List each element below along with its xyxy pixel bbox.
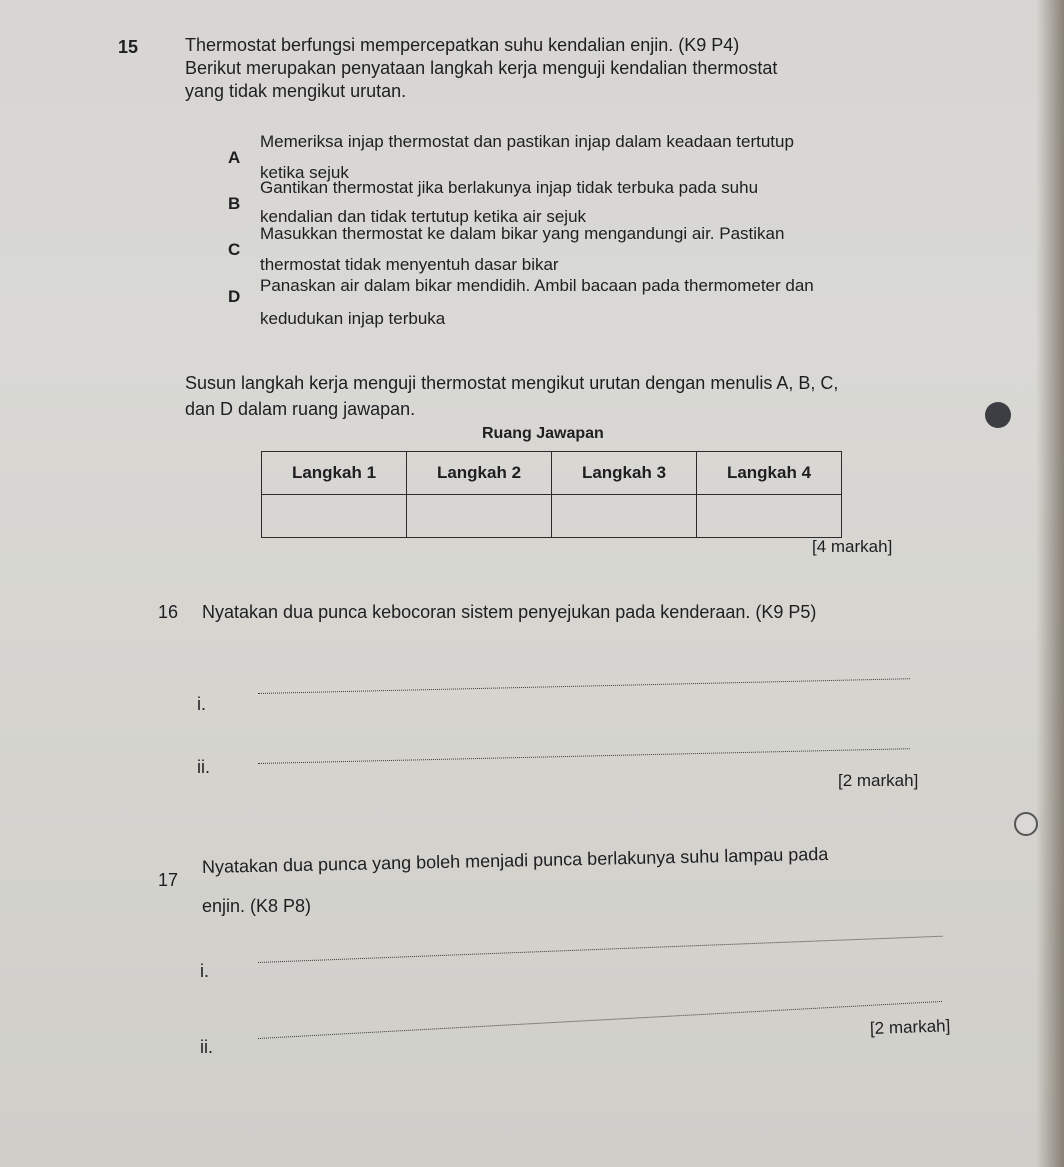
- q15-line1: Thermostat berfungsi mempercepatkan suhu kendalian enjin. (K9 P4): [185, 35, 740, 55]
- answer-cell-2[interactable]: [407, 495, 552, 538]
- option-b-line2: kendalian dan tidak tertutup ketika air sejuk: [260, 207, 587, 226]
- q17-number: 17: [158, 870, 179, 890]
- header-step-4: Langkah 4: [697, 452, 842, 495]
- q16-text: Nyatakan dua punca kebocoran sistem penyejukan pada kenderaan. (K9 P5): [202, 602, 817, 622]
- answer-space-title: Ruang Jawapan: [482, 425, 604, 442]
- q16-number: 16: [158, 602, 179, 622]
- option-c-line2: thermostat tidak menyentuh dasar bikar: [260, 255, 559, 274]
- answer-cell-3[interactable]: [552, 495, 697, 538]
- header-step-2: Langkah 2: [407, 452, 552, 495]
- option-b-line1: Gantikan thermostat jika berlakunya injap tidak terbuka pada suhu: [260, 178, 759, 197]
- q15-line2: Berikut merupakan penyataan langkah kerja menguji kendalian thermostat: [185, 58, 778, 78]
- circle-mark: [1014, 812, 1038, 836]
- q15-line3: yang tidak mengikut urutan.: [185, 81, 407, 101]
- option-d-letter: D: [228, 287, 241, 306]
- answer-table: [261, 451, 842, 538]
- option-b-letter: B: [228, 194, 241, 213]
- option-c-line1: Masukkan thermostat ke dalam bikar yang mengandungi air. Pastikan: [260, 224, 785, 243]
- q15-marks: [4 markah]: [812, 537, 893, 556]
- dark-spot: [985, 402, 1011, 428]
- option-a-line2: ketika sejuk: [260, 163, 349, 182]
- q17-item-i: i.: [200, 961, 209, 981]
- option-a-line1: Memeriksa injap thermostat dan pastikan injap dalam keadaan tertutup: [260, 132, 794, 151]
- option-c-letter: C: [228, 240, 241, 259]
- q17-marks: [2 markah]: [869, 1016, 951, 1038]
- q16-marks: [2 markah]: [838, 771, 919, 790]
- answer-cell-1[interactable]: [262, 495, 407, 538]
- q16-item-ii: ii.: [197, 757, 210, 777]
- q15-number: 15: [118, 37, 139, 57]
- q17-line2: enjin. (K8 P8): [202, 896, 312, 916]
- q17-line1: Nyatakan dua punca yang boleh menjadi punca berlakunya suhu lampau pada: [201, 843, 829, 877]
- option-d-line1: Panaskan air dalam bikar mendidih. Ambil bacaan pada thermometer dan: [260, 276, 814, 295]
- option-a-letter: A: [228, 148, 241, 167]
- option-d-line2: kedudukan injap terbuka: [260, 309, 446, 328]
- answer-cell-4[interactable]: [697, 495, 842, 538]
- q15-instruction-line2: dan D dalam ruang jawapan.: [185, 399, 416, 419]
- q16-item-i: i.: [197, 694, 206, 714]
- q17-item-ii: ii.: [200, 1037, 213, 1057]
- q15-instruction-line1: Susun langkah kerja menguji thermostat mengikut urutan dengan menulis A, B, C,: [185, 373, 839, 393]
- page-edge-shadow: [1036, 0, 1064, 1167]
- header-step-3: Langkah 3: [552, 452, 697, 495]
- header-step-1: Langkah 1: [262, 452, 407, 495]
